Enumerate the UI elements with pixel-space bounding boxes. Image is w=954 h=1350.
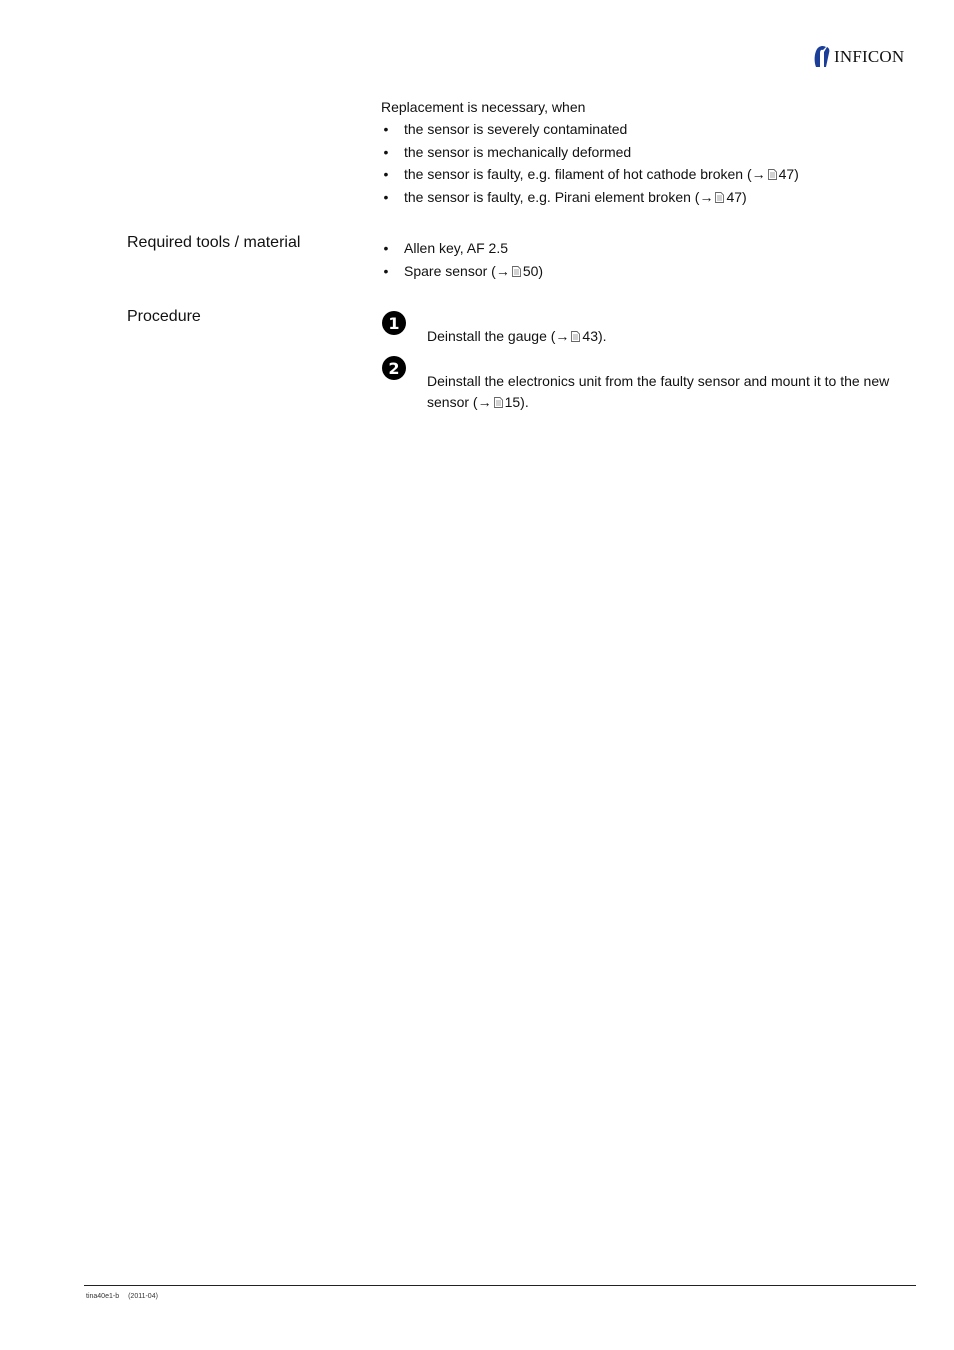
procedure-step bbox=[381, 314, 911, 347]
brand-name: INFICON bbox=[834, 46, 905, 66]
list-item: • the sensor is severely contaminated bbox=[381, 120, 921, 138]
step-number-icon bbox=[381, 355, 407, 381]
footer bbox=[86, 1293, 158, 1300]
step-text: Deinstall the gauge (→ 43). bbox=[427, 328, 607, 344]
page-reference-icon bbox=[494, 397, 503, 408]
tools-list bbox=[381, 239, 921, 280]
list-item: • the sensor is mechanically deformed bbox=[381, 143, 921, 161]
page-reference[interactable]: 43). bbox=[582, 328, 607, 344]
page-reference[interactable]: 47) bbox=[778, 166, 799, 182]
list-item: • Spare sensor (→ 50) bbox=[381, 262, 921, 280]
page-reference-icon bbox=[512, 266, 521, 277]
replacement-intro: Replacement is necessary, when bbox=[381, 99, 586, 115]
list-item: • the sensor is faulty, e.g. Pirani element broken (→ 47) bbox=[381, 188, 921, 206]
step-number: 2 bbox=[388, 359, 400, 378]
page-reference-icon bbox=[768, 169, 777, 180]
replacement-conditions-list bbox=[381, 120, 921, 206]
footer-divider bbox=[84, 1285, 916, 1286]
list-item: • Allen key, AF 2.5 bbox=[381, 239, 921, 257]
bullet-icon: • bbox=[383, 262, 389, 279]
tools-label: Required tools / material bbox=[127, 234, 301, 251]
bullet-icon: • bbox=[383, 188, 389, 205]
page-reference[interactable]: 47) bbox=[726, 188, 747, 205]
procedure-label: Procedure bbox=[127, 308, 201, 325]
page-reference-icon bbox=[571, 331, 580, 342]
bullet-icon: • bbox=[383, 121, 389, 137]
document-id: tina40e1-b bbox=[86, 1293, 120, 1300]
inficon-logo bbox=[812, 44, 904, 68]
bullet-icon: • bbox=[383, 143, 389, 160]
page-reference[interactable]: 50) bbox=[522, 262, 544, 279]
replacement-section bbox=[381, 98, 921, 210]
page-reference-icon bbox=[715, 192, 724, 203]
step-number-icon bbox=[381, 310, 407, 336]
tools-section bbox=[381, 239, 921, 284]
list-item: • the sensor is faulty, e.g. filament of hot cathode broken (→ 47) bbox=[381, 165, 921, 183]
inficon-logo-mark-icon bbox=[812, 44, 832, 68]
step-number: 1 bbox=[388, 314, 400, 333]
page-reference[interactable]: 15). bbox=[504, 394, 529, 410]
step-text: Deinstall the electronics unit from the faulty sensor and mount it to the new sensor (→ 15). bbox=[427, 373, 890, 410]
bullet-icon: • bbox=[383, 240, 389, 256]
procedure-step bbox=[381, 359, 911, 413]
bullet-icon: • bbox=[383, 166, 389, 182]
document-date: (2011-04) bbox=[128, 1293, 158, 1300]
